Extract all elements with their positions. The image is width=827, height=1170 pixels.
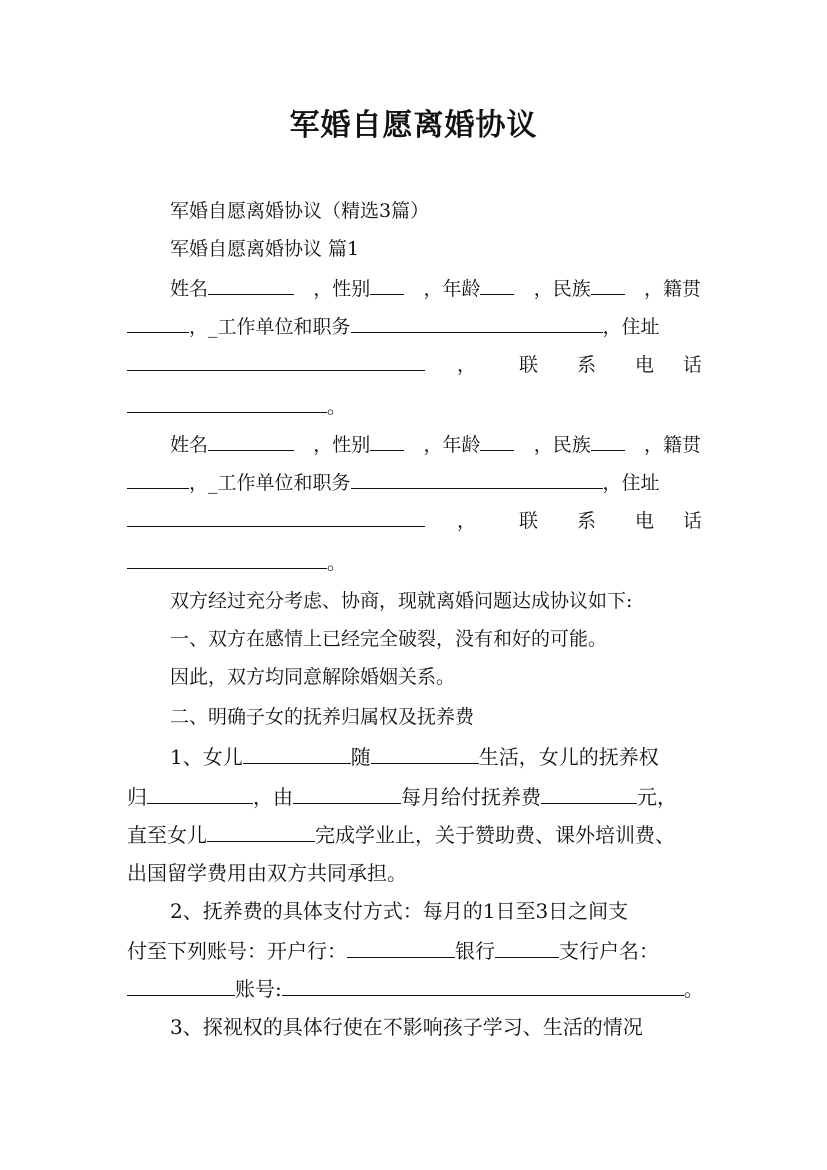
account-number-blank (282, 977, 684, 996)
amount-blank (541, 785, 637, 804)
native-place-blank (127, 314, 189, 333)
party-b-line-2: ，_工作单位和职务 ，住址 (127, 470, 701, 496)
bank-blank (347, 939, 455, 958)
work-label: ，_工作单位和职务 (189, 316, 351, 338)
paragraph-two: 二、明确子女的抚养归属权及抚养费 (170, 706, 475, 728)
guardian-blank (371, 745, 479, 764)
phone-blank (127, 394, 327, 413)
address-blank (127, 352, 425, 371)
paragraph-consensus: 双方经过充分考虑、协商，现就离婚问题达成协议如下: (170, 590, 633, 612)
clause-1-line-4: 出国留学费用由双方共同承担。 (127, 861, 407, 885)
paragraph-therefore: 因此，双方均同意解除婚姻关系。 (170, 666, 456, 688)
work-blank (351, 314, 603, 333)
name-label: 姓名 (170, 278, 209, 300)
party-b-line-3: ， 联 系 电 话 (127, 508, 701, 534)
clause-2-line-1: 2、抚养费的具体支付方式：每月的1日至3日之间支 (170, 899, 629, 923)
branch-blank (495, 939, 559, 958)
gender-label: ，性别 (313, 278, 371, 300)
party-a-line-1 (170, 276, 701, 302)
custody-blank (147, 785, 253, 804)
name-blank (208, 276, 294, 295)
party-a-line-2 (127, 314, 701, 340)
clause-3-line-1: 3、探视权的具体行使在不影响孩子学习、生活的情况 (170, 1015, 643, 1039)
party-a-line-3: ， 联 系 电 话 (127, 352, 701, 378)
party-b-line-1: 姓名 ，性别 ，年龄 ，民族 ，籍贯 (170, 434, 701, 456)
document-subtitle: 军婚自愿离婚协议（精选3篇） (170, 200, 430, 222)
native-place-label: ，籍贯 (643, 278, 701, 300)
age-label: ，年龄 (423, 278, 481, 300)
account-name-blank (127, 977, 235, 996)
address-label: ，住址 (602, 316, 660, 338)
clause-1-line-3: 直至女儿 完成学业止，关于赞助费、课外培训费、 (127, 823, 675, 847)
ethnicity-label: ，民族 (533, 278, 591, 300)
daughter-blank-2 (207, 823, 315, 842)
clause-1-line-1: 1、女儿 随 生活，女儿的抚养权 (170, 745, 659, 769)
section-heading: 军婚自愿离婚协议 篇1 (170, 238, 360, 260)
clause-2-line-3: 账号: 。 (127, 976, 701, 1002)
paragraph-one: 一、双方在感情上已经完全破裂，没有和好的可能。 (170, 628, 608, 650)
document-title: 军婚自愿离婚协议 (289, 108, 538, 143)
daughter-blank (243, 745, 351, 764)
contact-comma: ， (457, 354, 477, 376)
party-a-line-4: 。 (127, 394, 701, 420)
ethnicity-blank (591, 276, 625, 295)
payer-blank (293, 785, 401, 804)
age-blank (480, 276, 514, 295)
gender-blank (370, 276, 404, 295)
clause-2-line-2: 付至下列账号：开户行： 银行 支行户名： (127, 939, 659, 963)
party-b-line-4: 。 (127, 550, 701, 576)
clause-1-line-2: 归 ，由 每月给付抚养费 元， (127, 785, 677, 809)
